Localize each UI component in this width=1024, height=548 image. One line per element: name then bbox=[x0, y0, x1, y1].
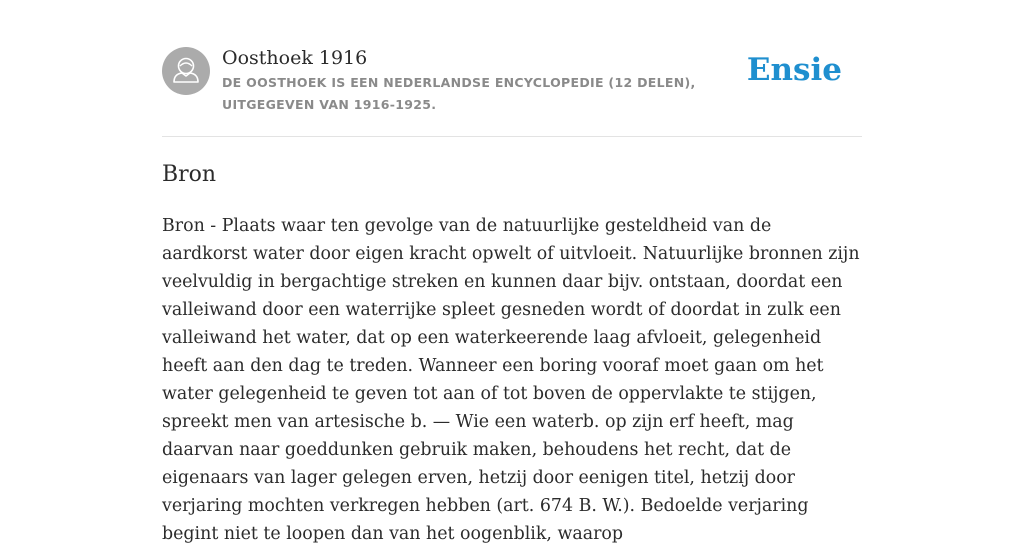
source-title[interactable]: Oosthoek 1916 bbox=[222, 47, 368, 69]
source-description: DE OOSTHOEK IS EEN NEDERLANDSE ENCYCLOPEDIE (12 DELEN), UITGEGEVEN VAN 1916-1925. bbox=[222, 75, 696, 112]
article-body: Bron - Plaats waar ten gevolge van de natuurlijke gesteldheid van de aardkorst water door eigen kracht opwelt of uitvloeit. Natuurlijke bronnen zijn veelvuldig in bergachtige streken en kunnen daar bijv. ontstaan, doordat een valleiwand door een waterrijke spleet gesneden wordt of doordat in zulk een valleiwand het water, dat op een waterkeerende laag afvloeit, gelegenheid heeft aan den dag te treden. Wanneer een boring vooraf moet gaan om het water gelegenheid te geven tot aan of tot boven de oppervlakte te stijgen, spreekt men van artesische b. — Wie een waterb. op zijn erf heeft, mag daarvan naar goeddunken gebruik maken, behoudens het recht, dat de eigenaars van lager gelegen erven, hetzij door eenigen titel, hetzij door verjaring mochten verkregen hebben (art. 674 B. W.). Bedoelde verjaring begint niet te loopen dan van het oogenblik, waarop bbox=[162, 216, 860, 544]
brand-logo[interactable]: Ensie bbox=[746, 52, 842, 88]
user-icon[interactable] bbox=[162, 47, 210, 95]
source-header bbox=[162, 46, 862, 137]
article-title: Bron bbox=[162, 162, 217, 187]
